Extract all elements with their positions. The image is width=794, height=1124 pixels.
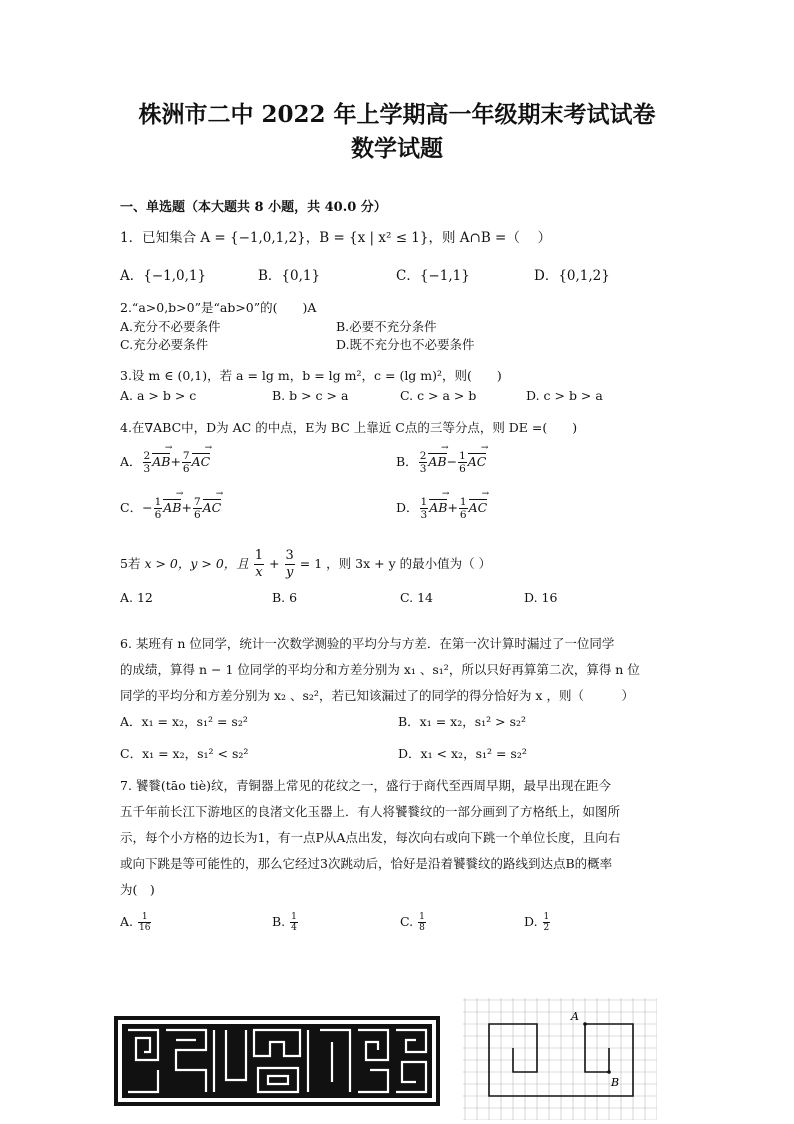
q5-stem: 5若 x > 0，y > 0，且 $\frac{1}{x}$ + $\frac{3}{y}$ = 1 ，则 3x + y 的最小值为（ ） [120,548,492,580]
q5-option-c: C. 14 [400,590,433,605]
q1-option-c: C．{−1,1} [396,268,470,284]
q4-option-b: B． $\frac{2}{3}$ AB →− $\frac{1}{6}$ AC → [396,450,486,475]
q6-line-1: 6. 某班有 n 位同学，统计一次数学测验的平均分与方差．在第一次计算时漏过了一位同学 [120,636,615,651]
q7-line-5: 为( ) [120,882,155,897]
q7-line-1: 7. 饕餮(tāo tiè)纹，青铜器上常见的花纹之一，盛行于商代至西周早期，最早出现在距今 [120,778,612,793]
q4-option-a: A． $\frac{2}{3}$ AB →+ $\frac{7}{6}$ AC → [120,450,210,475]
q3-stem: 3.设 m ∈ (0,1)，若 a = lg m，b = lg m²，c = (lg m)²，则( ) [120,368,502,383]
q4-stem: 4.在∇ABC中，D为 AC 的中点，E为 BC 上靠近 C点的三等分点，则 DE =( ) [120,420,578,435]
point-a-label: A [571,1010,579,1023]
q1-option-a: A．{−1,0,1} [120,268,207,284]
q6-option-b: B．x₁ = x₂，s₁² > s₂² [398,714,527,729]
q7-line-2: 五千年前长江下游地区的良渚文化玉器上．有人将饕餮纹的一部分画到了方格纸上，如图所 [120,804,621,819]
q6-option-d: D．x₁ < x₂，s₁² = s₂² [398,746,527,761]
q2-option-c: C.充分必要条件 [120,337,209,352]
q1-option-b: B．{0,1} [258,268,321,284]
q6-option-a: A．x₁ = x₂，s₁² = s₂² [120,714,248,729]
q7-option-a: A. $\frac{1}{16}$ [120,912,151,933]
q3-option-c: C. c > a > b [400,388,477,403]
q7-option-d: D. $\frac{1}{2}$ [524,912,550,933]
q5-option-a: A. 12 [120,590,153,605]
q2-option-a: A.充分不必要条件 [120,319,221,334]
q7-option-c: C. $\frac{1}{8}$ [400,912,425,933]
page-title: 株洲市二中 2022 年上学期高一年级期末考试试卷 [138,101,656,128]
q2-option-b: B.必要不充分条件 [336,319,437,334]
q6-line-3: 同学的平均分和方差分别为 x₂ 、s₂²，若已知该漏过了的同学的得分恰好为 x ，则（ ） [120,688,634,703]
q6-line-2: 的成绩，算得 n − 1 位同学的平均分和方差分别为 x₁ 、s₁²，所以只好再算第二次，算得 n 位 [120,662,640,677]
q1-option-d: D．{0,1,2} [534,268,610,284]
point-a-marker [583,1022,587,1026]
q4-option-d: D． $\frac{1}{3}$ AB →+ $\frac{1}{6}$ AC → [396,496,487,521]
q2-option-d: D.既不充分也不必要条件 [336,337,475,352]
q6-option-c: C．x₁ = x₂，s₁² < s₂² [120,746,249,761]
section-heading: 一、单选题（本大题共 8 小题，共 40.0 分） [120,200,387,215]
q7-line-3: 示，每个小方格的边长为1，有一点P从A点出发，每次向右或向下跳一个单位长度，且向右 [120,830,621,845]
q3-option-b: B. b > c > a [272,388,349,403]
q2-stem: 2.“a>0,b>0”是“ab>0”的( )A [120,300,317,315]
q3-option-a: A. a > b > c [120,388,197,403]
page-subtitle: 数学试题 [351,135,443,162]
q7-line-4: 或向下跳是等可能性的，那么它经过3次跳动后，恰好是沿着饕餮纹的路线到达点B的概率 [120,856,613,871]
q4-option-c: C．− $\frac{1}{6}$ AB →+ $\frac{7}{6}$ AC → [120,496,221,521]
q3-option-d: D. c > b > a [526,388,603,403]
taotie-pattern-image [114,1016,440,1106]
point-b-marker [607,1070,611,1074]
q7-option-b: B. $\frac{1}{4}$ [272,912,297,933]
point-b-label: B [611,1076,620,1089]
q1-stem: 1．已知集合 A = {−1,0,1,2}，B = {x | x² ≤ 1}，则 A∩B =（ ） [120,230,552,246]
q5-option-d: D. 16 [524,590,558,605]
q5-option-b: B. 6 [272,590,298,605]
grid-figure [463,998,657,1120]
